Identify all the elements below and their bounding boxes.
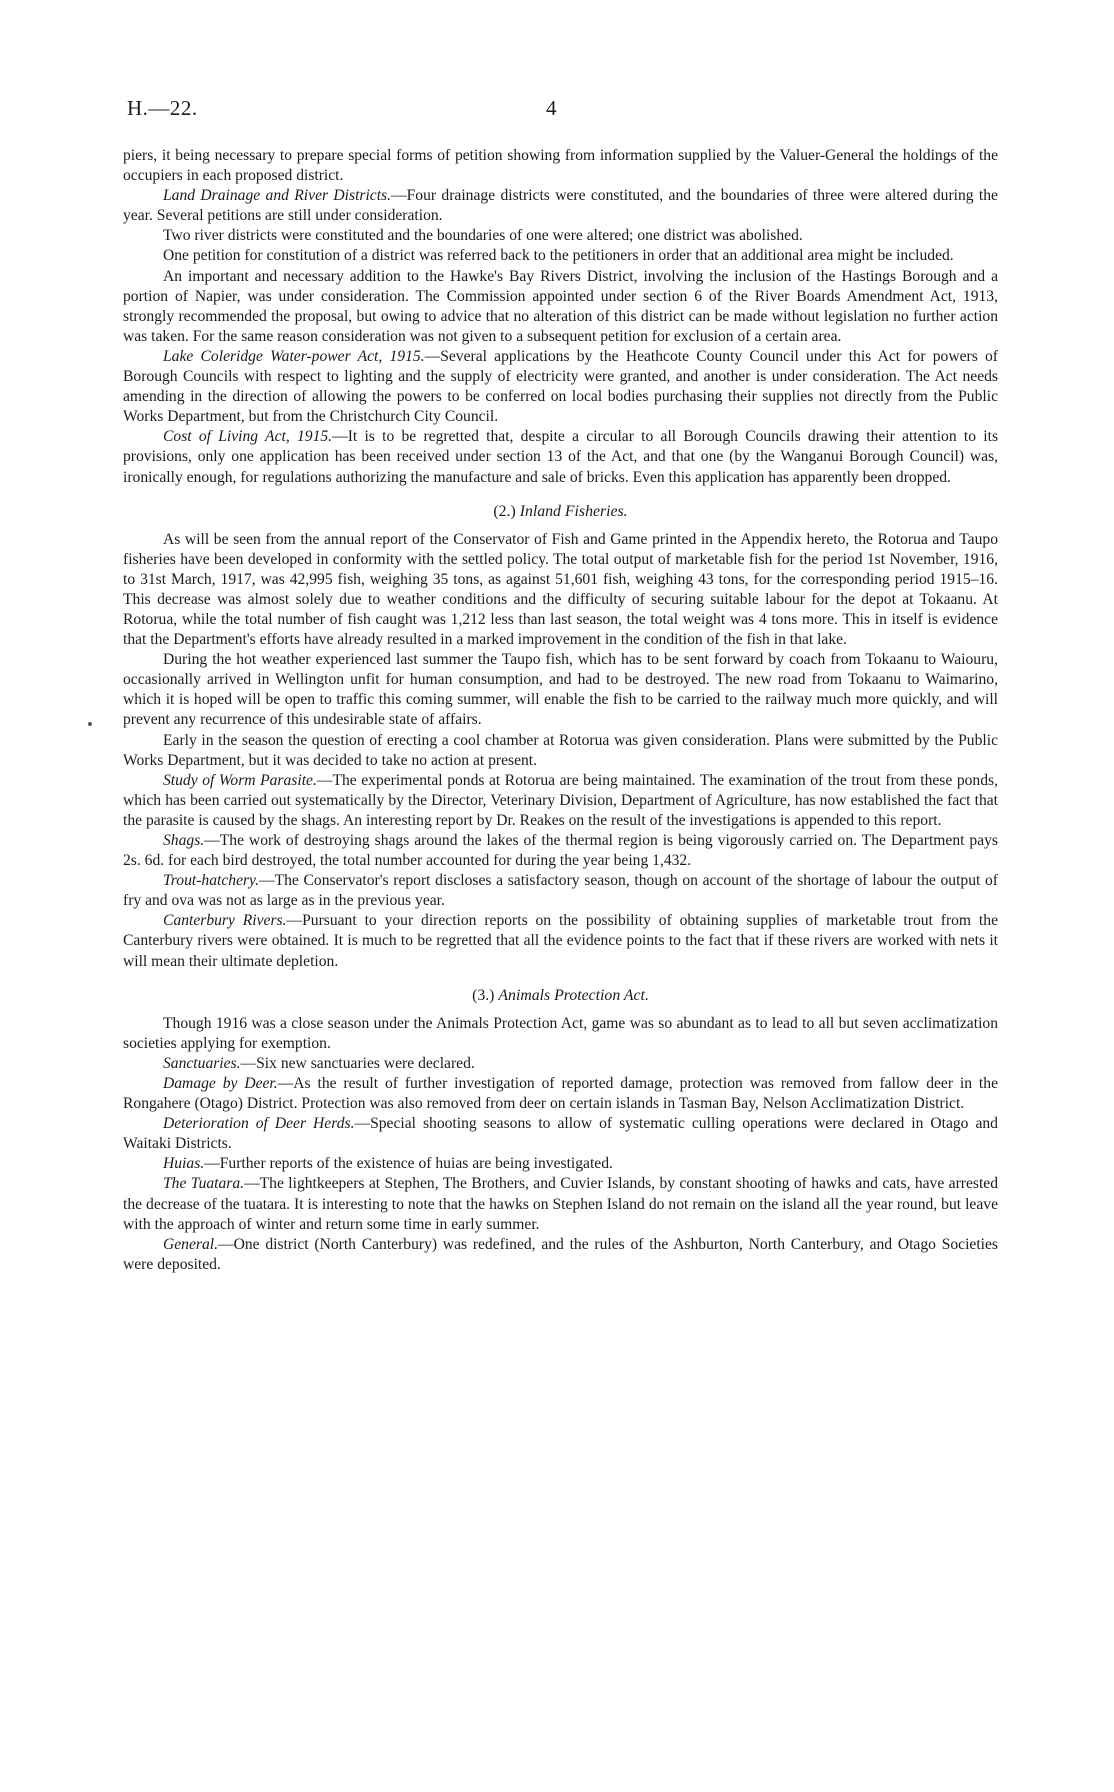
paragraph-text: One petition for constitution of a district was referred back to the petitioners in order that an additional area might be included.: [163, 247, 954, 265]
paragraph-lead: Sanctuaries.: [163, 1054, 241, 1072]
paragraph-lead: Study of Worm Parasite.: [163, 771, 317, 789]
paragraph-text: Though 1916 was a close season under the Animals Protection Act, game was so abundant as to lead to all but seven acclimatization societies applying for exemption.: [123, 1014, 998, 1052]
paragraph-text: —Four drainage districts were constituted, and the boundaries of three were altered during the year. Several petitions are still under consideration.: [123, 187, 998, 225]
paragraph: [123, 226, 998, 246]
page-number: 4: [546, 96, 557, 120]
paragraph-lead: Damage by Deer.: [163, 1074, 278, 1092]
paragraph: [123, 911, 998, 971]
paragraph-text: —Several applications by the Heathcote County Council under this Act for powers of Borough Councils with respect to lighting and the supply of electricity were granted, and another is under consideration. The Act needs amending in the direction of allowing the powers to be conferred on local bodies purchasing their supplies not directly from the Public Works Department, but from the Christchurch City Council.: [123, 347, 999, 426]
paragraph-lead: Land Drainage and River Districts.: [163, 187, 392, 205]
paragraph-text: During the hot weather experienced last summer the Taupo fish, which has to be sent forward by coach from Tokaanu to Waiouru, occasionally arrived in Wellington unfit for human consumption, and had to be destroyed. The new road from Tokaanu to Waimarino, which it is hoped will be open to traffic this coming summer, will enable the fish to be carried to the railway much more quickly, and will prevent any recurrence of this undesirable state of affairs.: [123, 651, 998, 729]
paragraph-lead: Canterbury Rivers.: [163, 912, 287, 930]
document-reference: H.—22.: [127, 96, 198, 120]
section-title: Inland Fisheries.: [519, 502, 628, 520]
section-number: (2.): [493, 502, 516, 520]
paragraph-text: —The Conservator's report discloses a satisfactory season, though on account of the shortage of labour the output of fry and ova was not as large as in the previous year.: [123, 872, 998, 910]
paragraph-text: —Six new sanctuaries were declared.: [240, 1054, 475, 1072]
paragraph: [123, 731, 998, 771]
paragraph-text: —Special shooting seasons to allow of systematic culling operations were declared in Otago and Waitaki Districts.: [123, 1115, 998, 1153]
paragraph: [123, 186, 998, 226]
margin-mark: [88, 722, 92, 726]
document-page: [123, 96, 998, 1275]
paragraph-lead: Shags.: [163, 832, 205, 849]
paragraph-text: piers, it being necessary to prepare special forms of petition showing from information supplied by the Valuer-General the holdings of the occupiers in each proposed district.: [123, 147, 998, 185]
paragraph-text: Two river districts were constituted and the boundaries of one were altered; one district was abolished.: [163, 227, 803, 245]
body-section-1: [123, 146, 998, 488]
paragraph: [123, 1174, 998, 1234]
paragraph-text: —The work of destroying shags around the lakes of the thermal region is being vigorously carried on. The Department pays 2s. 6d. for each bird destroyed, the total number accounted for during the year being 1,432.: [123, 832, 998, 870]
paragraph: [123, 146, 998, 186]
paragraph-lead: General.: [163, 1235, 218, 1253]
paragraph-lead: Deterioration of Deer Herds.: [163, 1115, 355, 1133]
paragraph: [123, 530, 998, 651]
paragraph: [123, 1054, 998, 1074]
paragraph: [123, 1235, 998, 1275]
paragraph-text: —The lightkeepers at Stephen, The Brothers, and Cuvier Islands, by constant shooting of hawks and cats, have arrested the decrease of the tuatara. It is interesting to note that the hawks on Stephen Island do not remain on the island all the year round, but leave with the approach of winter and return some time in early summer.: [123, 1175, 998, 1233]
paragraph: [123, 1014, 998, 1054]
paragraph-text: —It is to be regretted that, despite a circular to all Borough Councils drawing their attention to its provisions, only one application has been received under section 13 of the Act, and that one (by the Wanganui Borough Council) was, ironically enough, for regulations authorizing the manufacture and sale of bricks. Even this application has apparently been dropped.: [123, 428, 999, 486]
paragraph-text: —Further reports of the existence of huias are being investigated.: [204, 1155, 613, 1173]
paragraph-lead: Cost of Living Act, 1915.: [163, 428, 333, 446]
section-heading-inland-fisheries: [123, 502, 998, 522]
paragraph-text: As will be seen from the annual report of the Conservator of Fish and Game printed in the Appendix hereto, the Rotorua and Taupo fisheries have been developed in conformity with the settled policy. The total output of marketable fish for the period 1st November, 1916, to 31st March, 1917, was 42,995 fish, weighing 35 tons, as against 51,601 fish, weighing 43 tons, for the corresponding period 1915–16. This decrease was almost solely due to weather conditions and the difficulty of securing suitable labour for the depot at Tokaanu. At Rotorua, while the total number of fish caught was 1,212 less than last season, the total weight was 4 tons more. This in itself is evidence that the Department's efforts have already resulted in a marked improvement in the condition of the fish in that lake.: [123, 530, 998, 649]
paragraph: [123, 427, 998, 487]
page-header: [123, 96, 998, 132]
paragraph: [123, 871, 998, 911]
paragraph: [123, 1154, 998, 1174]
paragraph-lead: The Tuatara.: [163, 1175, 245, 1193]
section-number: (3.): [472, 986, 495, 1004]
paragraph: [123, 1114, 998, 1154]
section-heading-animals-protection: [123, 986, 998, 1006]
paragraph: [123, 771, 998, 831]
paragraph-text: —One district (North Canterbury) was redefined, and the rules of the Ashburton, North Canterbury, and Otago Societies were deposited.: [123, 1235, 998, 1273]
paragraph: [123, 347, 998, 427]
paragraph-text: Early in the season the question of erecting a cool chamber at Rotorua was given consideration. Plans were submitted by the Public Works Department, but it was decided to take no action at present.: [123, 731, 998, 769]
paragraph-lead: Lake Coleridge Water-power Act, 1915.: [163, 347, 425, 365]
section-title: Animals Protection Act.: [498, 986, 649, 1004]
paragraph: [123, 246, 998, 266]
paragraph-text: —Pursuant to your direction reports on the possibility of obtaining supplies of marketable trout from the Canterbury rivers were obtained. It is much to be regretted that all the evidence points to the fact that if these rivers are worked with nets it will mean their ultimate depletion.: [123, 912, 998, 970]
paragraph-lead: Huias.: [163, 1155, 205, 1173]
paragraph-text: An important and necessary addition to the Hawke's Bay Rivers District, involving the inclusion of the Hastings Borough and a portion of Napier, was under consideration. The Commission appointed under section 6 of the River Boards Amendment Act, 1913, strongly recommended the proposal, but owing to advice that no alteration of this district can be made without legislation no further action was taken. For the same reason consideration was not given to a subsequent petition for exclusion of a certain area.: [123, 267, 998, 345]
paragraph: [123, 267, 998, 347]
paragraph: [123, 1074, 998, 1114]
paragraph-text: —As the result of further investigation of reported damage, protection was removed from fallow deer in the Rongahere (Otago) District. Protection was also removed from deer on certain islands in Tasman Bay, Nelson Acclimatization District.: [123, 1074, 998, 1113]
paragraph: [123, 650, 998, 730]
paragraph-lead: Trout-hatchery.: [163, 872, 260, 890]
paragraph: [123, 831, 998, 871]
paragraph-text: —The experimental ponds at Rotorua are being maintained. The examination of the trout from these ponds, which has been carried out systematically by the Director, Veterinary Division, Department of Agriculture, has now established the fact that the parasite is caused by the shags. An interesting report by Dr. Reakes on the result of the investigations is appended to this report.: [123, 771, 998, 829]
body-section-3: [123, 1014, 998, 1275]
body-section-2: [123, 530, 998, 972]
